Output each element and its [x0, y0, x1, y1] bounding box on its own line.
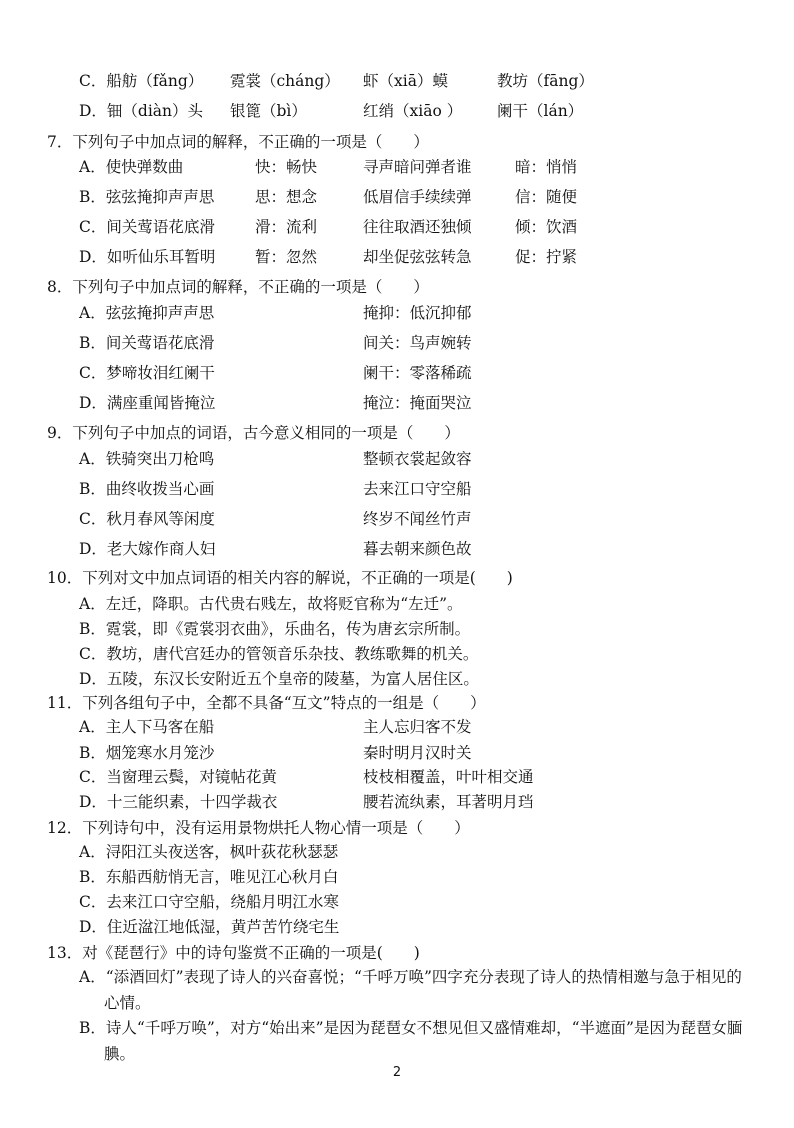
text-line [0, 300, 794, 326]
text-line [0, 536, 794, 562]
text-line [0, 330, 794, 356]
text-line [0, 641, 794, 667]
line-text: 低眉信手续续弹 [363, 188, 472, 206]
line-text: 滑：流利 [255, 218, 318, 236]
text-line [0, 839, 794, 865]
text-line [0, 129, 794, 155]
page-number: 2 [392, 1065, 402, 1080]
line-text: C．当窗理云鬓，对镜帖花黄 [79, 768, 277, 786]
line-text: 11．下列各组句子中，全都不具备“互文”特点的一组是（ ） [47, 694, 486, 712]
line-text: D．十三能织素，十四学裁衣 [79, 793, 278, 811]
line-text: 7．下列句子中加点词的解释，不正确的一项是（ ） [47, 133, 429, 151]
line-text: C．间关莺语花底滑 [79, 218, 215, 236]
line-text: 霓裳（cháng） [230, 72, 340, 90]
option-paragraph: A．“添酒回灯”表现了诗人的兴奋喜悦；“千呼万唤”四字充分表现了诗人的热情相邀与急于相见的心情。 [79, 968, 742, 1012]
text-line [0, 184, 794, 210]
line-text: 倾：饮酒 [515, 218, 578, 236]
line-text: D．住近湓江地低湿，黄芦苦竹绕宅生 [79, 918, 340, 936]
line-text: 整顿衣裳起敛容 [363, 450, 472, 468]
text-line [0, 714, 794, 740]
line-text: C．去来江口守空船，绕船月明江水寒 [79, 893, 339, 911]
line-text: A．弦弦掩抑声声思 [79, 304, 215, 322]
text-line [0, 420, 794, 446]
line-text: 掩泣：掩面哭泣 [363, 394, 472, 412]
line-text: C．教坊，唐代宫廷办的管领音乐杂技、教练歌舞的机关。 [79, 645, 479, 663]
line-text: 秦时明月汉时关 [363, 744, 472, 762]
text-line [0, 914, 794, 940]
line-text: 9．下列句子中加点的词语，古今意义相同的一项是（ ） [47, 424, 460, 442]
text-line [0, 889, 794, 915]
option-paragraph: B．诗人“千呼万唤”，对方“始出来”是因为琵琶女不想见但又盛情难却，“半遮面”是因为琵琶女腼腆。 [79, 1019, 743, 1063]
line-text: 寻声暗问弹者谁 [363, 158, 472, 176]
text-line [0, 789, 794, 815]
text-line [0, 740, 794, 766]
line-text: B．间关莺语花底滑 [79, 334, 215, 352]
line-text: A．浔阳江头夜送客，枫叶荻花秋瑟瑟 [79, 843, 339, 861]
text-line [0, 244, 794, 270]
line-text: 暂：忽然 [255, 248, 318, 266]
line-text: A．铁骑突出刀枪鸣 [79, 450, 215, 468]
text-line [0, 360, 794, 386]
line-text: 8．下列句子中加点词的解释，不正确的一项是（ ） [47, 278, 429, 296]
line-text: 教坊（fāng） [497, 72, 594, 90]
line-text: 掩抑：低沉抑郁 [363, 304, 472, 322]
line-text: B．霓裳，即《霓裳羽衣曲》，乐曲名，传为唐玄宗所制。 [79, 620, 471, 638]
line-text: 虾（xiā）蟆 [363, 72, 448, 90]
line-text: A．使快弹数曲 [79, 158, 184, 176]
line-text: 银篦（bì） [230, 102, 307, 120]
line-text: 信：随便 [515, 188, 578, 206]
line-text: 思：想念 [255, 188, 318, 206]
text-line [0, 616, 794, 642]
line-text: B．曲终收拨当心画 [79, 480, 215, 498]
text-line [0, 390, 794, 416]
line-text: 阑干（lán） [497, 102, 584, 120]
line-text: D．老大嫁作商人妇 [79, 540, 216, 558]
text-line [0, 154, 794, 180]
line-text: 主人忘归客不发 [363, 718, 472, 736]
text-line [0, 274, 794, 300]
line-text: 暗：悄悄 [515, 158, 578, 176]
line-text: 终岁不闻丝竹声 [363, 510, 472, 528]
line-text: 往往取酒还独倾 [363, 218, 472, 236]
text-line [0, 764, 794, 790]
line-text: 阑干：零落稀疏 [363, 364, 472, 382]
line-text: D．钿（diàn）头 [79, 102, 204, 120]
text-line [0, 446, 794, 472]
line-text: 枝枝相覆盖，叶叶相交通 [363, 768, 534, 786]
text-line [0, 940, 794, 966]
line-text: 间关：鸟声婉转 [363, 334, 472, 352]
text-line [0, 214, 794, 240]
line-text: C．梦啼妆泪红阑干 [79, 364, 215, 382]
line-text: B．弦弦掩抑声声思 [79, 188, 215, 206]
line-text: C．秋月春风等闲度 [79, 510, 215, 528]
line-text: A．左迁，降职。古代贵右贱左，故将贬官称为“左迁”。 [79, 595, 463, 613]
text-line [0, 690, 794, 716]
line-text: D．满座重闻皆掩泣 [79, 394, 216, 412]
text-line [0, 864, 794, 890]
text-line [0, 476, 794, 502]
line-text: 红绡（xiāo ） [363, 102, 463, 120]
text-line [0, 815, 794, 841]
line-text: D．五陵，东汉长安附近五个皇帝的陵墓，为富人居住区。 [79, 670, 479, 688]
line-text: B．东船西舫悄无言，唯见江心秋月白 [79, 868, 339, 886]
line-text: D．如听仙乐耳暂明 [79, 248, 216, 266]
line-text: 13．对《琵琶行》中的诗句鉴赏不正确的一项是( ) [47, 944, 420, 962]
text-line [0, 666, 794, 692]
line-text: 腰若流纨素，耳著明月珰 [363, 793, 534, 811]
line-text: 却坐促弦弦转急 [363, 248, 472, 266]
text-line [0, 98, 794, 124]
line-text: 12．下列诗句中，没有运用景物烘托人物心情一项是（ ） [47, 819, 470, 837]
text-line [0, 506, 794, 532]
text-line [0, 591, 794, 617]
line-text: 10．下列对文中加点词语的相关内容的解说，不正确的一项是( ) [47, 569, 513, 587]
text-line [0, 68, 794, 94]
line-text: 快：畅快 [255, 158, 318, 176]
line-text: C．船舫（fǎng） [79, 72, 204, 90]
line-text: 去来江口守空船 [363, 480, 472, 498]
line-text: B．烟笼寒水月笼沙 [79, 744, 215, 762]
line-text: 暮去朝来颜色故 [363, 540, 472, 558]
line-text: 促：拧紧 [515, 248, 578, 266]
text-line [0, 565, 794, 591]
line-text: A．主人下马客在船 [79, 718, 215, 736]
